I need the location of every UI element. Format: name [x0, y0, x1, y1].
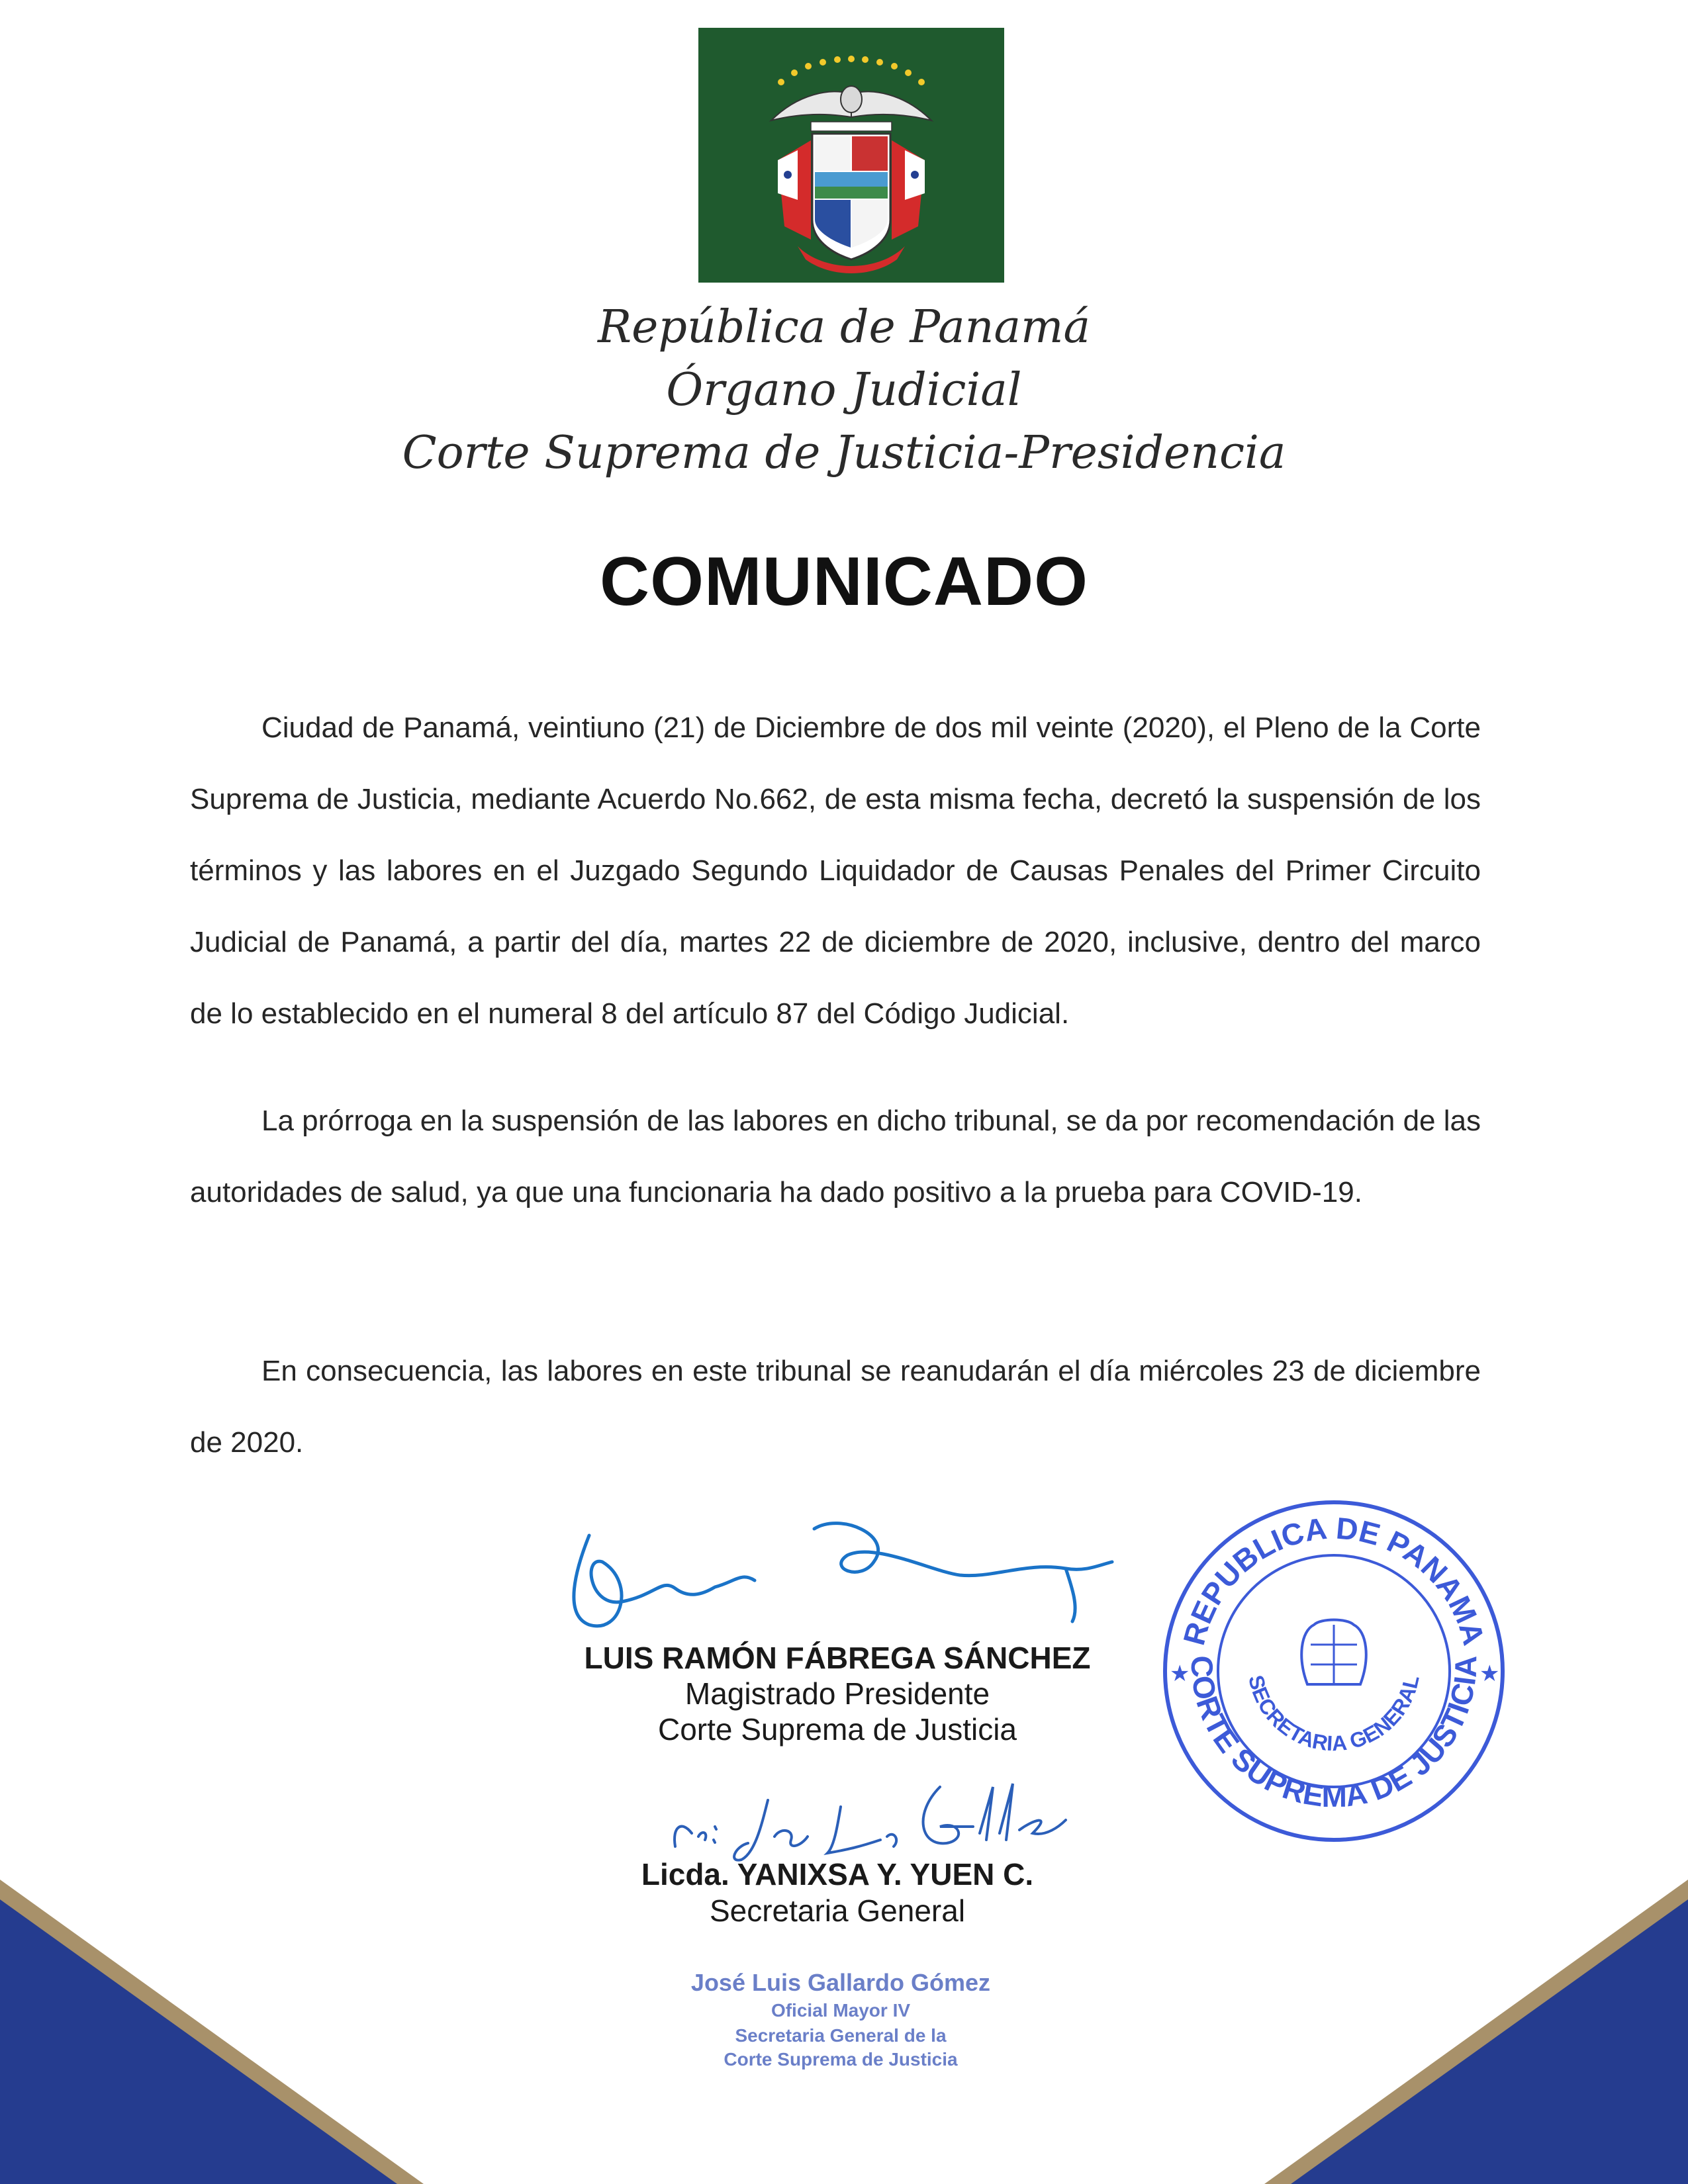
official-seal-icon: [1155, 1492, 1513, 1850]
paragraph-text: Ciudad de Panamá, veintiuno (21) de Diciembre de dos mil veinte (2020), el Pleno de la Corte Suprema de Justicia, mediante Acuerdo No.662, de esta misma fecha, decretó la suspensión de los términos y las labores en el Juzgado Segundo Liquidador de Causas Penales del Primer Circuito Judicial de Panamá, a partir del día, martes 22 de diciembre de 2020, inclusive, dentro del marco de lo establecido en el numeral 8 del artículo 87 del Código Judicial.: [190, 711, 1481, 1030]
seal-text-inner: SECRETARIA GENERAL: [1244, 1672, 1424, 1756]
coat-of-arms-icon: [698, 28, 1004, 283]
paragraph-text: En consecuencia, las labores en este tribunal se reanudarán el día miércoles 23 de diciembre de 2020.: [190, 1355, 1481, 1459]
header-court: Corte Suprema de Justicia-Presidencia: [402, 427, 1286, 479]
stamp-name: José Luis Gallardo Gómez: [690, 1969, 991, 1996]
corner-decoration-left: [0, 1880, 424, 2184]
paragraph-text: La prórroga en la suspensión de las labores en dicho tribunal, se da por recomendación de las autoridades de salud, ya que una funcionaria ha dado positivo a la prueba para COVID-19.: [190, 1105, 1481, 1208]
stamp-line-4: Corte Suprema de Justicia: [724, 2049, 958, 2070]
signature-2-handwriting: [662, 1774, 1072, 1866]
signatory-2-role: Secretaria General: [709, 1893, 966, 1928]
signatory-2-name: Licda. YANIXSA Y. YUEN C.: [641, 1857, 1034, 1891]
paragraph-2: [190, 1085, 1481, 1228]
seal-text-top: REPUBLICA DE PANAMA: [1176, 1510, 1491, 1649]
header-republic: República de Panamá: [597, 301, 1090, 353]
coat-of-arms-emblem: [698, 28, 1004, 283]
signatory-1-name: LUIS RAMÓN FÁBREGA SÁNCHEZ: [584, 1641, 1091, 1675]
corner-decoration-right: [1264, 1880, 1688, 2184]
header-organ: Órgano Judicial: [666, 364, 1022, 416]
seal-text-bottom: CORTE SUPREMA DE JUSTICIA: [1184, 1655, 1483, 1813]
paragraph-3: [190, 1336, 1481, 1479]
signatory-1-role: Magistrado Presidente: [684, 1676, 990, 1711]
svg-text:★: ★: [1479, 1661, 1500, 1686]
signatory-1-org: Corte Suprema de Justicia: [657, 1712, 1017, 1747]
signature-1-handwriting: [563, 1509, 1145, 1641]
paragraph-1: [190, 692, 1481, 1050]
stamp-line-2: Oficial Mayor IV: [771, 2000, 911, 2021]
stamp-line-3: Secretaria General de la: [735, 2025, 947, 2046]
svg-text:★: ★: [1170, 1661, 1190, 1686]
page-title: COMUNICADO: [600, 543, 1088, 620]
